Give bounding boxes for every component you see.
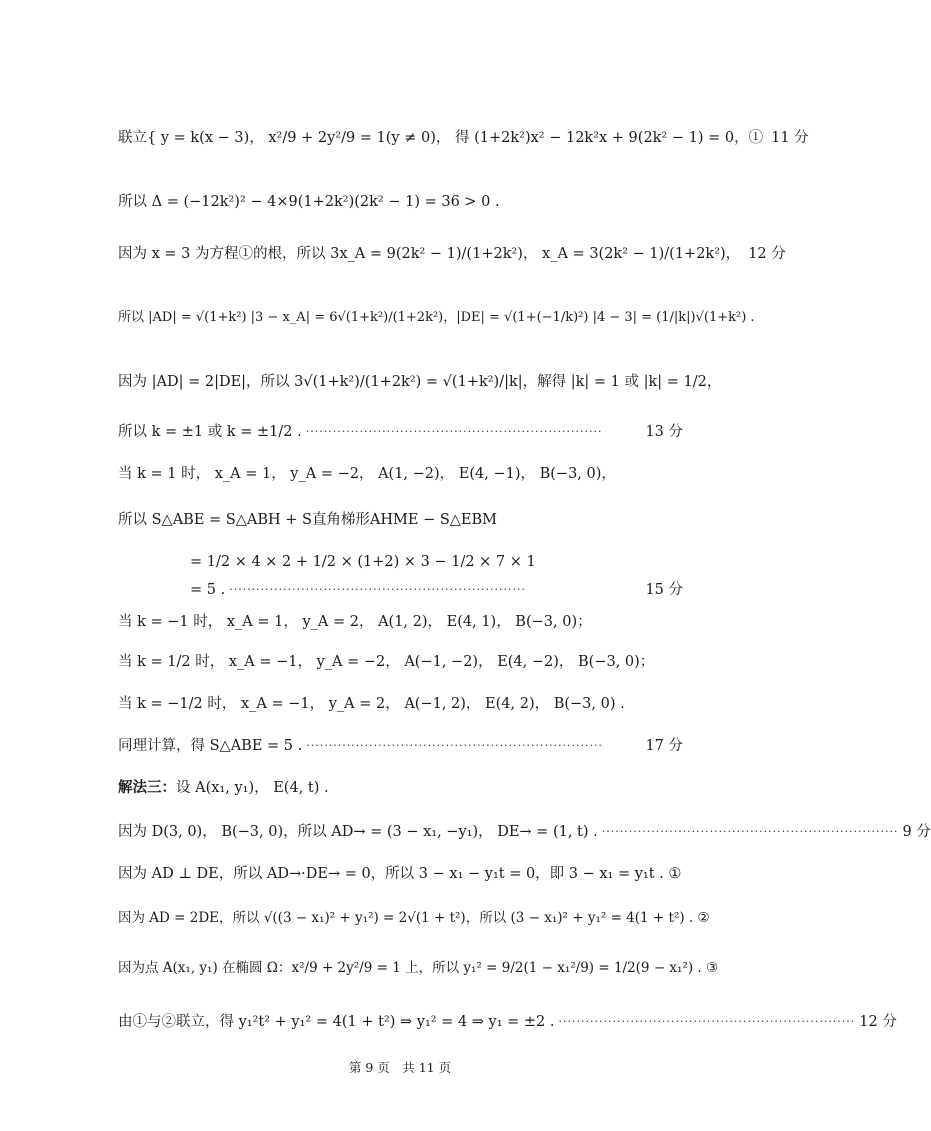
solution-line-5: [118, 372, 722, 392]
solution-line-13: [118, 694, 683, 714]
solution-line-6: [118, 422, 683, 442]
line-text: 因为 AD ⊥ DE，所以 AD→·DE→ = 0，所以 3 − x₁ − y₁t = 0，即 3 − x₁ = y₁t . ①: [118, 866, 682, 882]
line-text: 当 k = −1 时， x_A = 1， y_A = 2， A(1, 2)， E(4, 1)， B(−3, 0)；: [118, 614, 592, 630]
score-label: 15 分: [645, 582, 683, 598]
solution-line-9: [190, 552, 683, 572]
solution-line-15: [118, 778, 683, 798]
line-text: 所以 |AD| = √(1+k²) |3 − x_A| = 6√(1+k²)/(1+2k²)，|DE| = √(1+(−1/k)²) |4 − 3| = (1/|k|)√(1+k²) .: [118, 310, 755, 325]
line-text: 当 k = 1/2 时， x_A = −1， y_A = −2， A(−1, −2)， E(4, −2)， B(−3, 0)；: [118, 654, 655, 670]
solution-line-11: [118, 612, 683, 632]
line-text: 当 k = −1/2 时， x_A = −1， y_A = 2， A(−1, 2)， E(4, 2)， B(−3, 0) .: [118, 696, 625, 712]
solution-line-3: [118, 244, 786, 264]
solution-line-19: [118, 958, 719, 978]
line-text: 因为 |AD| = 2|DE|，所以 3√(1+k²)/(1+2k²) = √(1+k²)/|k|，解得 |k| = 1 或 |k| = 1/2，: [118, 374, 722, 390]
line-text: 设 A(x₁, y₁)， E(4, t) .: [176, 780, 329, 796]
solution-line-8: [118, 510, 683, 530]
solution-line-2: [118, 192, 683, 212]
solution-line-16: [118, 822, 931, 842]
solution-line-7: [118, 464, 683, 484]
solution-line-17: [118, 864, 683, 884]
score-leader: ··································································: [306, 739, 603, 752]
score-label: 12 分: [859, 1014, 897, 1030]
solution-line-12: [118, 652, 683, 672]
line-text: 当 k = 1 时， x_A = 1， y_A = −2， A(1, −2)， E(4, −1)， B(−3, 0)，: [118, 466, 616, 482]
line-text: 所以 Δ = (−12k²)² − 4×9(1+2k²)(2k² − 1) = 36 > 0 .: [118, 194, 500, 210]
solution-line-14: [118, 736, 683, 756]
line-text: 因为 D(3, 0)， B(−3, 0)，所以 AD→ = (3 − x₁, −y₁)， DE→ = (1, t) .: [118, 824, 598, 840]
line-text: 由①与②联立，得 y₁²t² + y₁² = 4(1 + t²) ⇒ y₁² = 4 ⇒ y₁ = ±2 .: [118, 1014, 555, 1030]
score-label: 11 分: [771, 130, 809, 146]
line-text: 所以 S△ABE = S△ABH + S直角梯形AHME − S△EBM: [118, 512, 498, 528]
solution-line-20: [118, 1012, 897, 1032]
score-label: 13 分: [645, 424, 683, 440]
score-label: 9 分: [902, 824, 931, 840]
score-leader: ··································································: [558, 1015, 856, 1028]
solution-line-18: [118, 908, 710, 928]
line-text: = 1/2 × 4 × 2 + 1/2 × (1+2) × 3 − 1/2 × 7 × 1: [190, 554, 536, 570]
method-three-heading: 解法三：: [118, 779, 176, 796]
line-text: 联立{ y = k(x − 3)， x²/9 + 2y²/9 = 1(y ≠ 0)， 得 (1+2k²)x² − 12k²x + 9(2k² − 1) = 0，①: [118, 130, 764, 146]
line-text: 因为 x = 3 为方程①的根，所以 3x_A = 9(2k² − 1)/(1+2k²)， x_A = 3(2k² − 1)/(1+2k²)，: [118, 246, 741, 262]
page-footer: 第 9 页 共 11 页: [348, 1060, 452, 1075]
score-leader: ··································································: [601, 825, 899, 838]
line-text: 同理计算，得 S△ABE = 5 .: [118, 738, 303, 754]
score-label: 17 分: [645, 738, 683, 754]
line-text: 因为 AD = 2DE，所以 √((3 − x₁)² + y₁²) = 2√(1 + t²)，所以 (3 − x₁)² + y₁² = 4(1 + t²) . ②: [118, 910, 710, 926]
score-leader: ··································································: [305, 425, 603, 438]
score-label: 12 分: [748, 246, 786, 262]
line-text: 因为点 A(x₁, y₁) 在椭圆 Ω：x²/9 + 2y²/9 = 1 上，所以 y₁² = 9/2(1 − x₁²/9) = 1/2(9 − x₁²) . ③: [118, 960, 719, 976]
solution-line-10: [190, 580, 683, 600]
solution-line-4: [118, 308, 755, 328]
line-text: = 5 .: [190, 582, 226, 598]
solution-line-1: [118, 128, 809, 148]
score-leader: ··································································: [229, 583, 526, 596]
line-text: 所以 k = ±1 或 k = ±1/2 .: [118, 424, 302, 440]
